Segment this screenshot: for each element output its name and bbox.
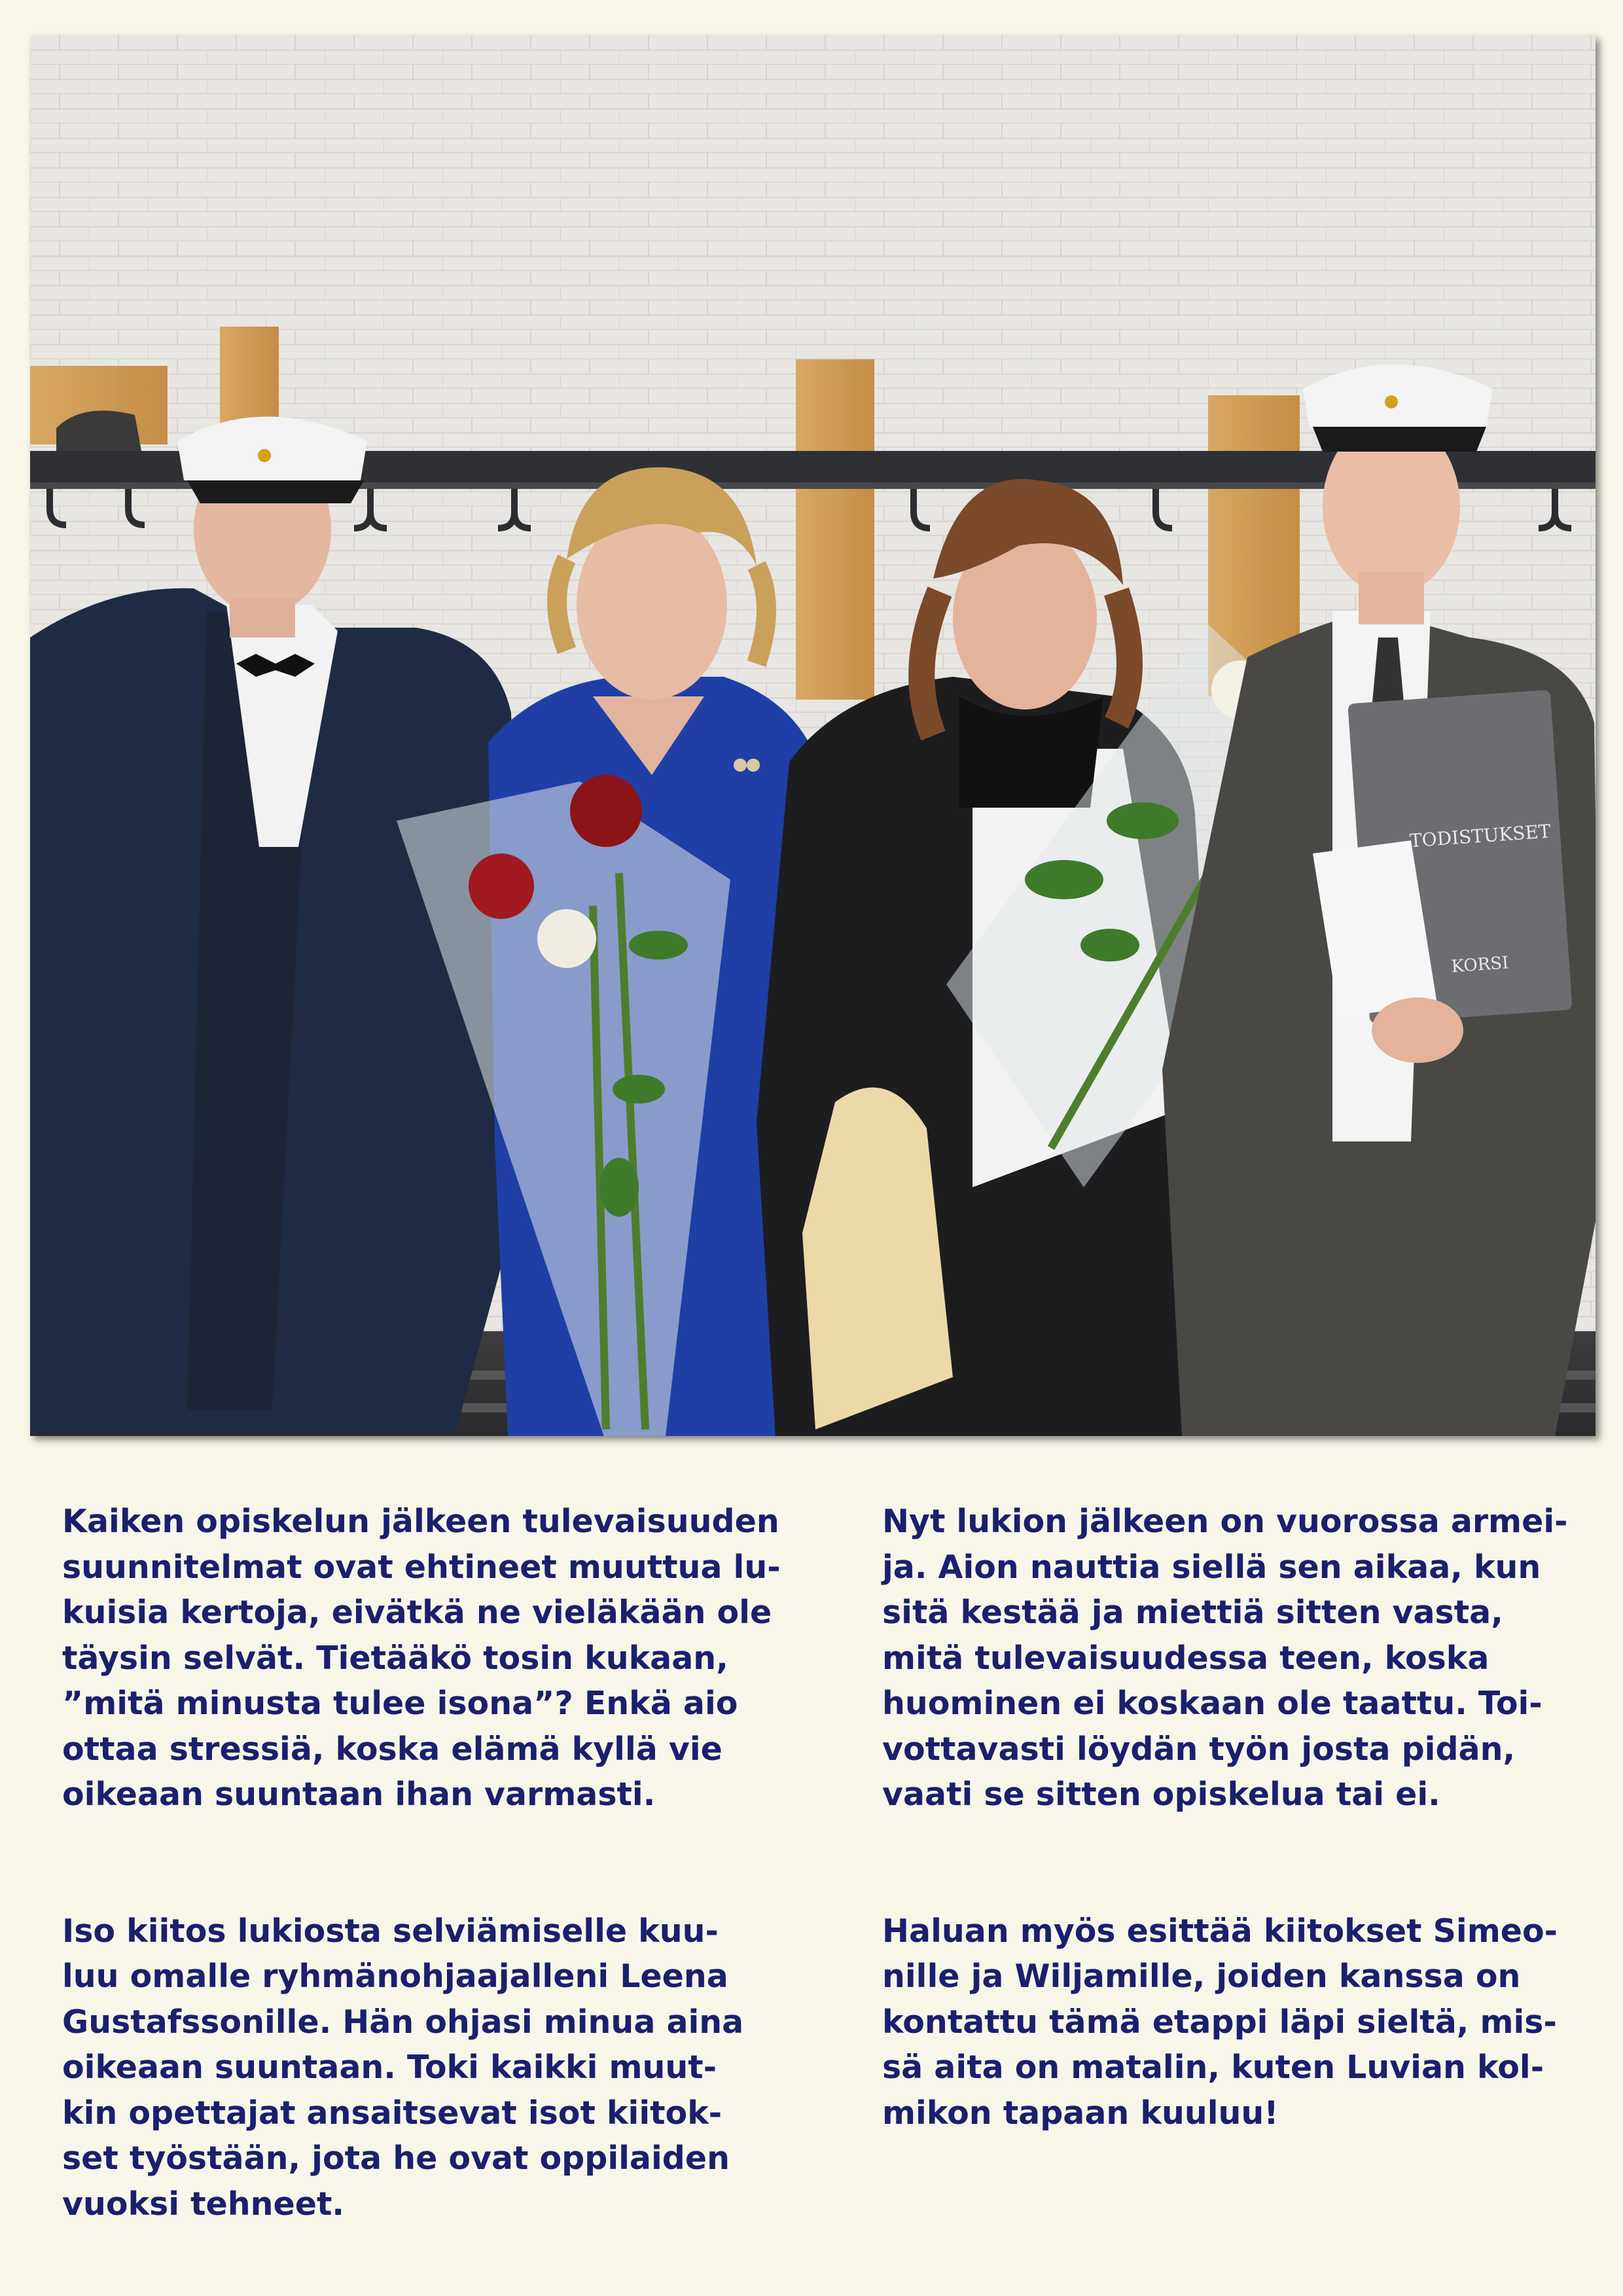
text-line: Gustafssonille. Hän ohjasi minua aina <box>62 2003 744 2041</box>
text-line: huominen ei koskaan ole taattu. Toi- <box>882 1685 1543 1722</box>
text-line: sä aita on matalin, kuten Luvian kol- <box>882 2049 1544 2086</box>
text-line: Nyt lukion jälkeen on vuorossa armei- <box>882 1503 1568 1540</box>
article-paragraph <box>882 1499 1596 1818</box>
text-line: ja. Aion nauttia siellä sen aikaa, kun <box>882 1548 1541 1586</box>
text-line: nille ja Wiljamille, joiden kanssa on <box>882 1958 1521 1995</box>
folder-logo: KORSI <box>1450 953 1510 977</box>
text-line: vaati se sitten opiskelua tai ei. <box>882 1776 1440 1813</box>
text-line: mitä tulevaisuudessa teen, koska <box>882 1639 1489 1677</box>
article-paragraph <box>882 1909 1596 2136</box>
text-line: suunnitelmat ovat ehtineet muuttua lu- <box>62 1548 781 1586</box>
article-right-column <box>882 1499 1596 2136</box>
text-line: vottavasti löydän työn josta pidän, <box>882 1730 1516 1768</box>
text-line: ”mitä minusta tulee isona”? Enkä aio <box>62 1685 738 1722</box>
text-line: set työstään, jota he ovat oppilaiden <box>62 2140 730 2177</box>
text-line: Kaiken opiskelun jälkeen tulevaisuuden <box>62 1503 779 1540</box>
text-line: oikeaan suuntaan ihan varmasti. <box>62 1776 656 1813</box>
text-line: luu omalle ryhmänohjaajalleni Leena <box>62 1958 728 1995</box>
text-line: kin opettajat ansaitsevat isot kiitok- <box>62 2094 722 2132</box>
text-line: vuoksi tehneet. <box>62 2185 345 2223</box>
text-line: Haluan myös esittää kiitokset Simeo- <box>882 1912 1558 1950</box>
text-line: Iso kiitos lukiosta selviämiselle kuu- <box>62 1912 719 1950</box>
text-line: täysin selvät. Tietääkö tosin kukaan, <box>62 1639 728 1677</box>
text-line: oikeaan suuntaan. Toki kaikki muut- <box>62 2049 717 2086</box>
article-left-column <box>62 1499 821 2227</box>
text-line: sitä kestää ja miettiä sitten vasta, <box>882 1594 1503 1631</box>
article-paragraph <box>62 1909 821 2227</box>
text-line: kontattu tämä etappi läpi sieltä, mis- <box>882 2003 1557 2041</box>
text-line: ottaa stressiä, koska elämä kyllä vie <box>62 1730 722 1768</box>
article-paragraph <box>62 1499 821 1818</box>
folder-label: TODISTUKSET <box>1408 820 1552 852</box>
text-line: kuisia kertoja, eivätkä ne vieläkään ole <box>62 1594 772 1631</box>
text-line: mikon tapaan kuuluu! <box>882 2094 1279 2132</box>
graduation-photo <box>30 35 1596 1436</box>
